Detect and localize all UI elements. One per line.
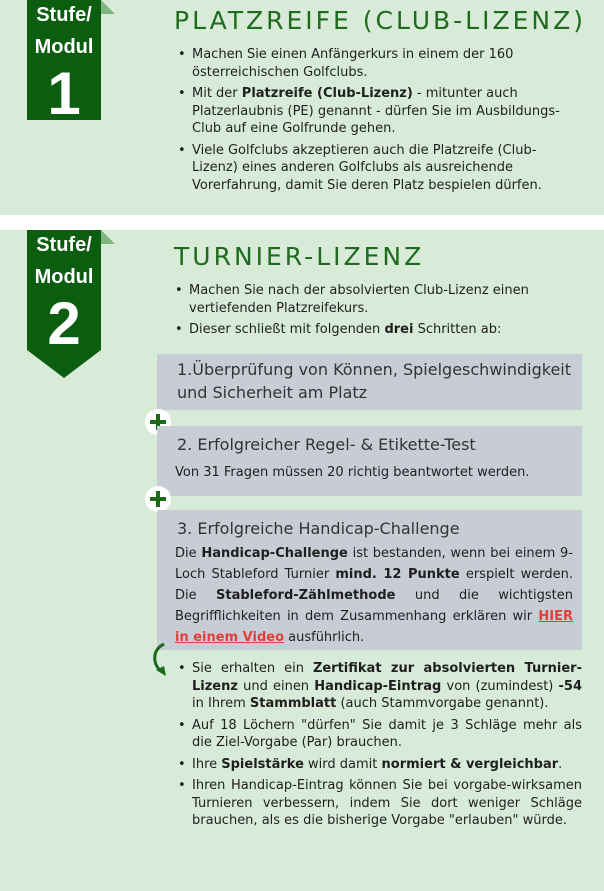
step-2-heading: 2. Erfolgreicher Regel- & Etikette-Test [177,435,476,454]
curved-arrow-icon [150,642,176,682]
ribbon-number: 1 [47,60,81,127]
text-run: Schritten ab: [413,322,502,337]
bold-text: Handicap-Challenge [201,546,348,561]
video-link[interactable]: HIER in einem Video [175,609,573,645]
text-run: Machen Sie nach der absolvierten Club-Lizenz einen vertiefenden Platzreifekurs. [189,283,529,316]
bold-text: drei [384,322,414,337]
list-item [178,717,582,752]
text-run: - mitunter auch Platzerlaubnis (PE) genannt - dürfen Sie im Ausbildungs-Club auf eine Golfrunde gehen. [192,86,560,136]
text-run: Sie erhalten ein [192,661,313,676]
list-item [178,85,578,138]
module-2-ribbon [27,230,115,357]
module-1-title: PLATZREIFE (CLUB-LIZENZ) [174,6,586,35]
bold-text: mind. 12 Punkte [335,567,460,582]
bold-text: Zertifikat zur absolvierten Turnier-Lizenz [192,661,582,694]
text-run: wird damit [303,756,382,772]
ribbon-number: 2 [47,290,81,357]
text-run: Ihren Handicap-Eintrag können Sie bei vorgabe-wirksamen Turnieren verbessern, indem Sie dort weniger Schläge brauchen, als es die bisherige Vorgabe "erlauben" würde. [192,778,582,828]
text-run: . [558,756,563,772]
list-item [175,282,580,317]
list-item [178,777,582,830]
ribbon-label-stufe: Stufe/ [36,4,92,26]
plus-icon [145,486,171,512]
module-2-result-bullets [178,660,582,834]
bold-text: Platzreife (Club-Lizenz) [241,86,413,101]
module-1-panel [0,0,604,215]
bold-text: Handicap-Eintrag [314,678,442,694]
text-run: Dieser schließt mit folgenden [189,322,385,337]
step-3-body [175,543,573,648]
ribbon-label-modul: Modul [34,36,94,58]
bold-text: Spielstärke [221,756,304,772]
bold-text: Stammblatt [249,696,337,711]
text-run: Mit der [192,86,242,101]
ribbon-label-modul: Modul [34,266,94,288]
ribbon-label-stufe: Stufe/ [36,234,92,256]
step-2-body: Von 31 Fragen müssen 20 richtig beantwortet werden. [175,465,530,480]
step-2-box [157,426,582,496]
text-run: Ihre [192,756,222,772]
step-1-heading: 1.Überprüfung von Können, Spielgeschwindigkeit [177,360,571,379]
module-2-intro-bullets [175,282,580,343]
bold-text: Stableford-Zählmethode [216,588,396,603]
step-3-heading: 3. Erfolgreiche Handicap-Challenge [177,519,460,538]
module-1-ribbon [27,0,115,127]
module-1-bullets [178,46,578,198]
list-item [178,756,582,774]
list-item [175,321,580,339]
module-2-panel [0,230,604,891]
bold-text: normiert & vergleichbar [381,756,559,772]
bold-text: -54 [558,678,583,694]
step-1-box [157,354,582,410]
module-2-title: TURNIER-LIZENZ [174,242,425,271]
text-run: Die [175,546,202,561]
list-item [178,142,578,195]
text-run: Viele Golfclubs akzeptieren auch die Platzreife (Club-Lizenz) eines anderen Golfclubs als ausreichende Vorerfahrung, damit Sie deren Platz bespielen dürfen. [192,142,542,193]
text-run: erspielt werden. Die [175,567,574,603]
step-3-box [157,510,582,650]
step-1-heading-cont: und Sicherheit am Platz [177,383,368,402]
list-item [178,46,578,81]
list-item [178,660,582,713]
text-run: und einen [237,678,315,694]
text-run: in Ihrem [192,696,250,711]
text-run: (auch Stammvorgabe genannt). [336,696,549,711]
text-run: ist bestanden, wenn bei einem 9-Loch Stableford Turnier [175,546,573,582]
text-run: Machen Sie einen Anfängerkurs in einem der 160 österreichischen Golfclubs. [192,47,514,80]
text-run: von (zumindest) [441,678,559,694]
text-run: Auf 18 Löchern "dürfen" Sie damit je 3 Schläge mehr als die Ziel-Vorgabe (Par) brauchen. [192,717,582,750]
text-run: ausführlich. [284,630,365,645]
text-run: und die wichtigsten Begrifflichkeiten in dem Zusammenhang erklären wir [175,588,573,624]
